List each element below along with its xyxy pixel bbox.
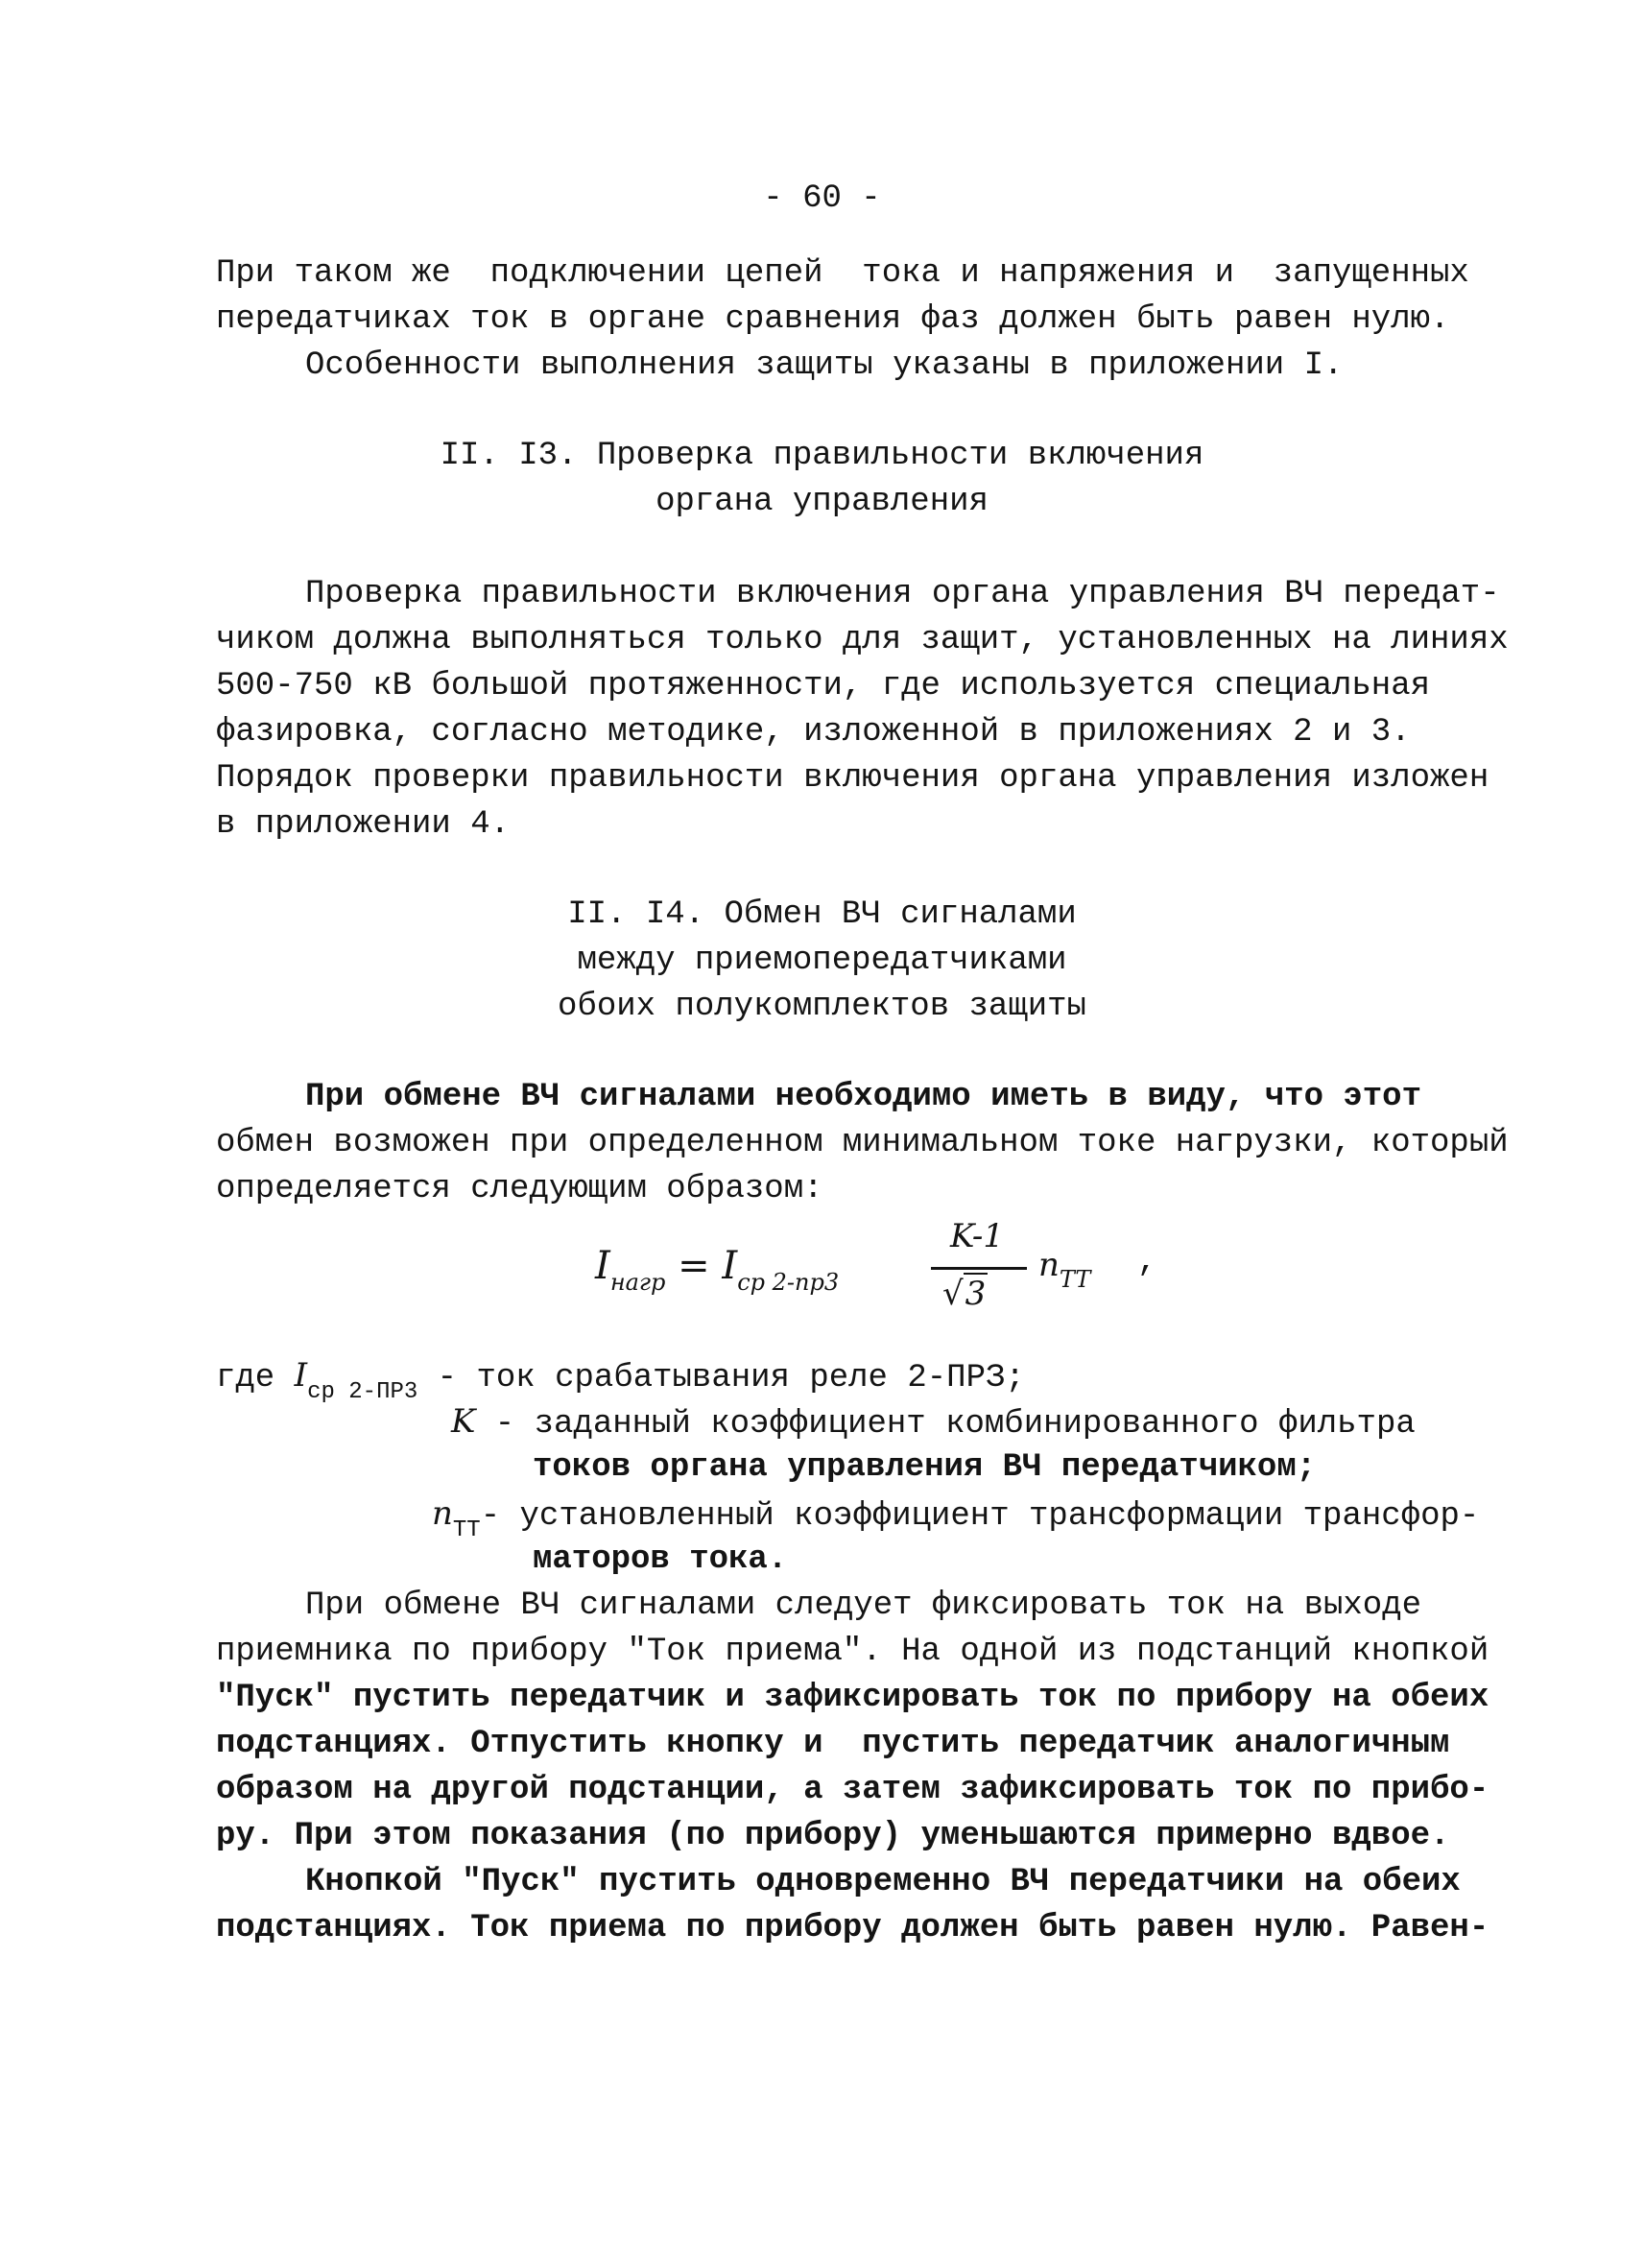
section-heading-2-line-3: обоих полукомплектов защиты — [558, 989, 1086, 1025]
definition-symbol-I: I — [294, 1356, 308, 1395]
formula-comma: , — [1137, 1244, 1157, 1280]
paragraph-4-line-1: Кнопкой "Пуск" пустить одновременно ВЧ передатчики на обеих — [305, 1864, 1461, 1900]
definition-line-2 — [451, 1399, 1416, 1446]
section-heading-1-line-2: органа управления — [655, 484, 989, 520]
formula-ntt — [1038, 1246, 1091, 1293]
fraction-bar — [931, 1267, 1027, 1270]
formula-numerator: K-1 — [950, 1217, 1005, 1255]
section-1-line-6: в приложении 4. — [216, 806, 511, 843]
paragraph-3-line-4: подстанциях. Отпустить кнопку и пустить передатчик аналогичным — [216, 1726, 1450, 1762]
formula-equals: = — [665, 1244, 723, 1288]
definition-subscript-4: TT — [452, 1517, 481, 1543]
formula-load-subscript: нагр — [609, 1269, 666, 1296]
definition-text-4: - установленный коэффициент трансформации трансфор- — [480, 1498, 1480, 1535]
section-2-line-1: При обмене ВЧ сигналами необходимо иметь в виду, что этот — [305, 1079, 1421, 1115]
formula-n-subscript: TT — [1059, 1266, 1091, 1293]
definition-text-2: - заданный коэффициент комбинированного фильтра — [475, 1406, 1416, 1443]
formula-pickup-subscript: ср 2-пр3 — [737, 1269, 840, 1296]
definition-line-1 — [216, 1353, 1025, 1403]
section-1-line-2: чиком должна выполняться только для защит, установленных на линиях — [216, 622, 1509, 658]
page-number: - 60 - — [763, 180, 881, 217]
section-heading-2-line-1: II. I4. Обмен ВЧ сигналами — [567, 896, 1077, 933]
definition-text-1: - ток срабатывания реле 2-ПРЗ; — [417, 1360, 1025, 1397]
paragraph-3-line-5: образом на другой подстанции, а затем зафиксировать ток по прибо- — [216, 1772, 1489, 1808]
formula-denominator: √3 — [942, 1275, 987, 1313]
formula-I-load: I — [595, 1244, 610, 1288]
paragraph-3-line-6: ру. При этом показания (по прибору) уменьшаются примерно вдвое. — [216, 1818, 1450, 1854]
paragraph-3-line-2: приемника по прибору "Ток приема". На одной из подстанций кнопкой — [216, 1634, 1489, 1670]
section-1-line-3: 500-750 кВ большой протяженности, где используется специальная — [216, 668, 1431, 704]
intro-line-2: передатчиках ток в органе сравнения фаз должен быть равен нулю. — [216, 301, 1450, 338]
section-1-line-1: Проверка правильности включения органа управления ВЧ передат- — [305, 576, 1500, 612]
load-current-formula — [595, 1217, 1267, 1323]
definition-line-3: токов органа управления ВЧ передатчиком; — [533, 1449, 1317, 1486]
section-heading-1-line-1: II. I3. Проверка правильности включения — [440, 438, 1204, 474]
definition-symbol-K: K — [451, 1402, 476, 1441]
paragraph-4-line-2: подстанциях. Ток приема по прибору должен быть равен нулю. Равен- — [216, 1910, 1489, 1946]
definition-line-5: маторов тока. — [533, 1541, 788, 1578]
formula-I-pickup: I — [722, 1244, 738, 1288]
paragraph-3-line-3: "Пуск" пустить передатчик и зафиксировать ток по прибору на обеих — [216, 1680, 1489, 1716]
definition-subscript-1: ср 2-ПР3 — [307, 1379, 418, 1405]
section-heading-2-line-2: между приемопередатчиками — [577, 943, 1067, 979]
section-1-line-4: фазировка, согласно методике, изложенной в приложениях 2 и 3. — [216, 714, 1411, 751]
section-2-line-2: обмен возможен при определенном минимальном токе нагрузки, который — [216, 1125, 1509, 1161]
definition-symbol-n: n — [432, 1494, 453, 1533]
paragraph-3-line-1: При обмене ВЧ сигналами следует фиксировать ток на выходе — [305, 1588, 1421, 1624]
definition-prefix: где — [216, 1360, 295, 1397]
section-1-line-5: Порядок проверки правильности включения органа управления изложен — [216, 760, 1489, 797]
intro-line-1: При таком же подключении цепей тока и напряжения и запущенных — [216, 255, 1469, 292]
formula-lhs — [595, 1244, 840, 1296]
definition-line-4 — [432, 1492, 1479, 1541]
section-2-line-3: определяется следующим образом: — [216, 1171, 823, 1207]
formula-n: n — [1038, 1246, 1060, 1284]
formula-denominator-value: 3 — [965, 1275, 987, 1313]
intro-line-3: Особенности выполнения защиты указаны в приложении I. — [305, 347, 1344, 384]
